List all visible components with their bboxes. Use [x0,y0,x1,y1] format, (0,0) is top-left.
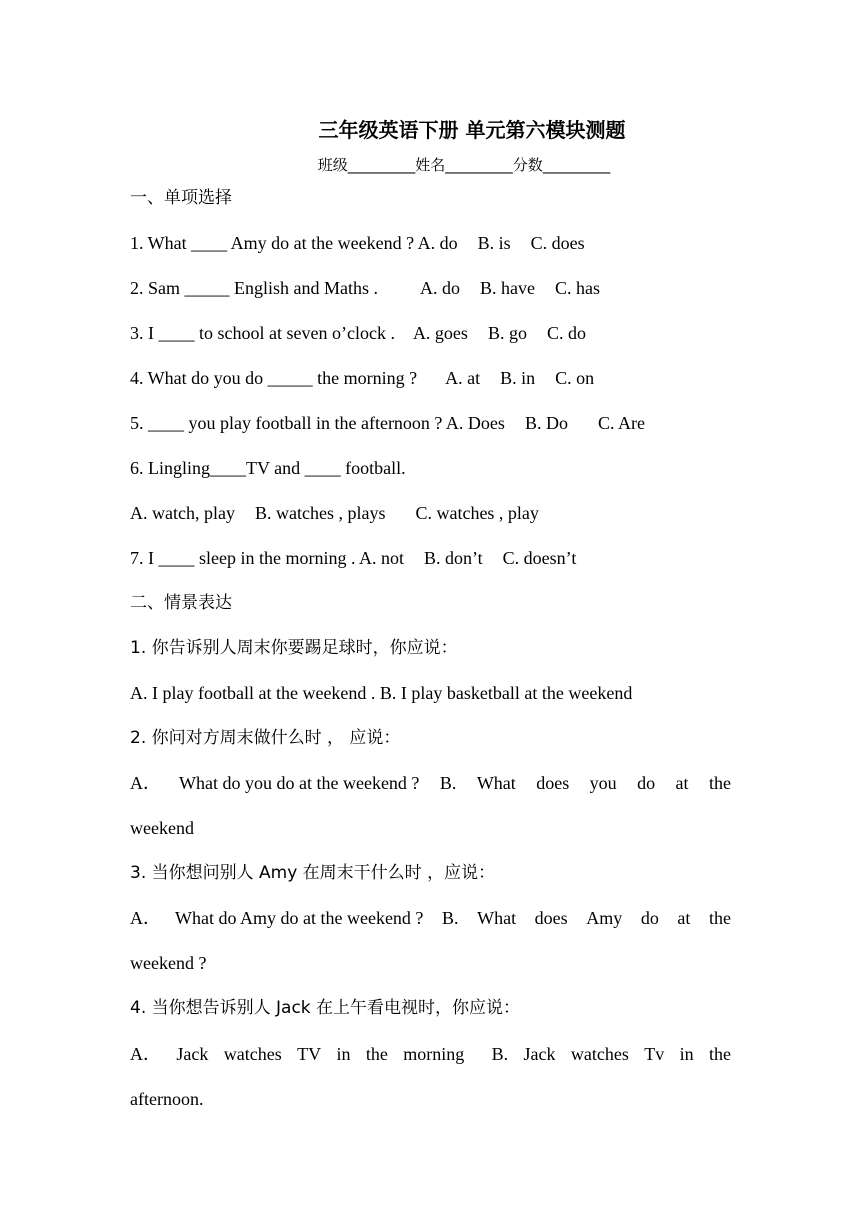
question-5-option-b: B. Do [524,413,568,433]
question-7-option-c: C. doesn’t [502,548,577,568]
question-7-option-b: B. don’t [423,548,483,568]
scenario-1-options: A. I play football at the weekend . B. I play basketball at the weekend [130,683,633,703]
question-1-option-b: B. is [477,233,511,253]
question-4-text: 4. What do you do _____ the morning ? [130,368,418,388]
page-title: 三年级英语下册 单元第六模块测题 [318,118,626,142]
word: B. [439,773,457,793]
word: do [640,908,659,928]
question-6 [130,457,406,479]
question-6-text: 6. Lingling____TV and ____ football. [130,458,406,478]
scenario-1-prompt: 1. 你告诉别人周末你要踢足球时，你应说： [130,638,458,658]
question-2-text: 2. Sam _____ English and Maths . [130,278,378,298]
word: in [336,1044,351,1064]
question-6-options [130,502,539,524]
word: Amy [586,908,623,928]
question-3-option-c: C. do [546,323,586,343]
question-2-option-a: A. do [420,278,460,298]
question-5-option-c: C. Are [597,413,645,433]
scenario-2-option-a [130,772,419,794]
question-5 [130,412,645,434]
question-3 [130,322,586,344]
word: does [536,773,570,793]
option-a-text: What do Amy do at the weekend ? [175,908,424,928]
word: Jack [523,1044,556,1064]
scenario-2-continuation: weekend [130,818,194,838]
word: B. [442,908,459,928]
question-5-text: 5. ____ you play football in the afternoon ? A. Does [130,413,505,433]
student-info-line: 班级_________姓名_________分数_________ [317,156,611,174]
word: the [708,908,731,928]
question-1-option-c: C. does [530,233,585,253]
word: What [477,908,517,928]
scenario-2-options [130,772,731,794]
word: B. [491,1044,509,1064]
section-2-heading: 二、情景表达 [130,593,232,613]
question-3-option-b: B. go [487,323,527,343]
word: you [589,773,617,793]
question-7-text: 7. I ____ sleep in the morning . A. not [130,548,404,568]
question-1 [130,232,585,254]
word: at [677,908,691,928]
question-4 [130,367,594,389]
word: morning [403,1044,465,1064]
question-1-text: 1. What ____ Amy do at the weekend ? A. do [130,233,458,253]
word: watches [570,1044,629,1064]
scenario-3-option-a [130,907,423,929]
question-3-text: 3. I ____ to school at seven o’clock . [130,323,395,343]
word: at [675,773,689,793]
word: in [679,1044,694,1064]
section-1-heading: 一、单项选择 [130,188,232,208]
option-a-label: A． [130,773,161,793]
question-3-option-a: A. goes [412,323,468,343]
scenario-3-continuation: weekend ? [130,953,207,973]
word: watches [223,1044,282,1064]
word: does [534,908,568,928]
scenario-3-options [130,907,731,929]
word: do [637,773,656,793]
word: the [708,1044,731,1064]
option-a-text: What do you do at the weekend ? [179,773,420,793]
option-a-label: A． [130,908,161,928]
scenario-2-prompt: 2. 你问对方周末做什么时 ， 应说： [130,728,401,748]
question-2-option-c: C. has [554,278,600,298]
question-2 [130,277,600,299]
scenario-4-prompt: 4. 当你想告诉别人 Jack 在上午看电视时，你应说： [130,998,521,1018]
question-2-option-b: B. have [480,278,535,298]
question-4-option-a: A. at [445,368,481,388]
word: What [476,773,516,793]
word: TV [297,1044,322,1064]
question-6-option-c: C. watches , play [415,503,539,523]
word: Tv [644,1044,665,1064]
question-6-option-a: A. watch, play [130,503,235,523]
question-6-option-b: B. watches , plays [254,503,386,523]
scenario-4-continuation: afternoon. [130,1089,204,1109]
word: Jack [176,1044,209,1064]
word: the [365,1044,388,1064]
question-7 [130,547,576,569]
scenario-4-options [130,1043,731,1065]
question-4-option-b: B. in [500,368,536,388]
word: A． [130,1044,161,1064]
scenario-3-prompt: 3. 当你想问别人 Amy 在周末干什么时 ，应说： [130,863,496,883]
question-4-option-c: C. on [555,368,595,388]
word: the [708,773,731,793]
